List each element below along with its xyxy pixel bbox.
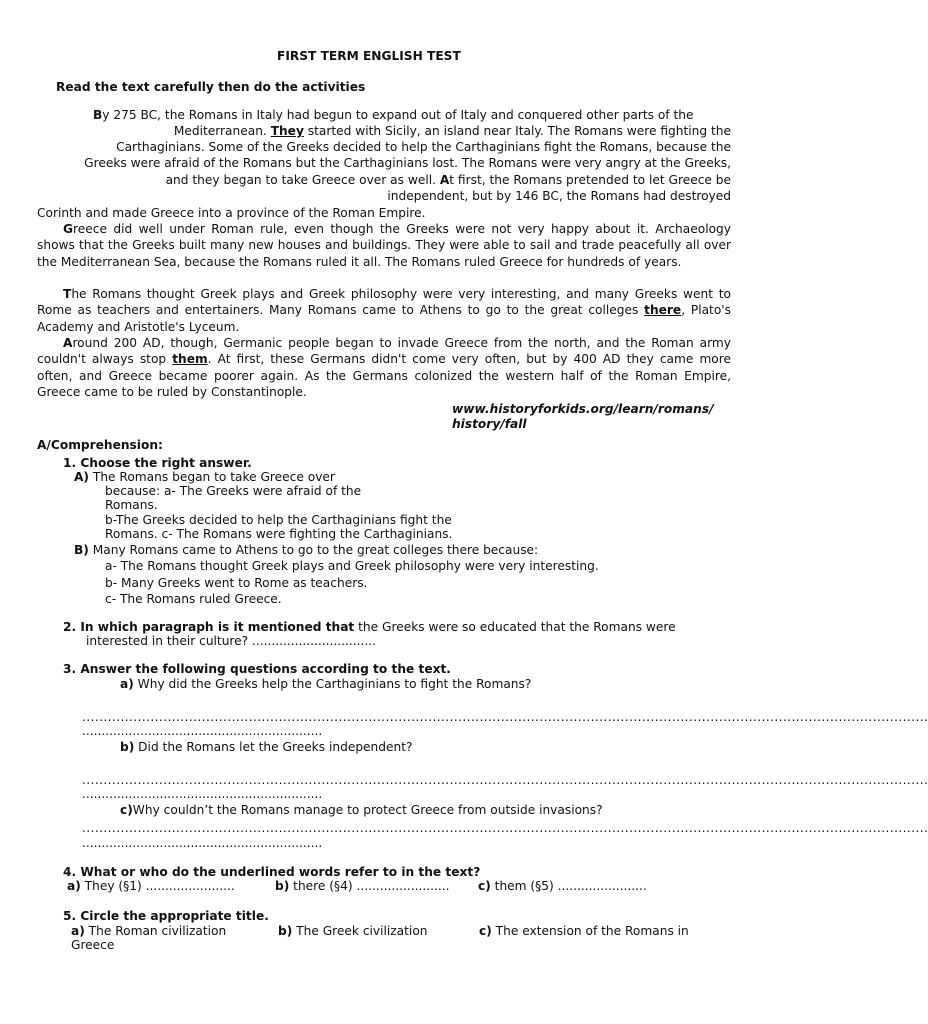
q5-option-c-cont[interactable]: Greece xyxy=(71,938,115,952)
q1-b-option-b: b- Many Greeks went to Rome as teachers. xyxy=(105,576,368,590)
q1-heading: 1. Choose the right answer. xyxy=(63,456,252,470)
underlined-word-they: They xyxy=(270,124,304,138)
q1-b-stem: B) Many Romans came to Athens to go to the great colleges there because: xyxy=(74,543,539,557)
q3-a-question: a) Why did the Greeks help the Carthaginians to fight the Romans? xyxy=(120,677,532,691)
q3-c-answer-line-2[interactable]: .............................................................. xyxy=(82,836,323,850)
q2-prompt: 2. In which paragraph is it mentioned that the Greeks were so educated that the Romans were xyxy=(63,620,676,634)
q3-b-answer-line-1[interactable]: ...................................................................................................................................................................................................... xyxy=(82,773,928,787)
q5-option-b[interactable]: b) The Greek civilization xyxy=(278,924,428,938)
p1-line-2: Mediterranean. They started with Sicily, an island near Italy. The Romans were fighting the xyxy=(173,124,731,138)
page-title: FIRST TERM ENGLISH TEST xyxy=(277,49,461,63)
q5-option-c[interactable]: c) The extension of the Romans in xyxy=(479,924,689,938)
underlined-word-there: there xyxy=(644,303,682,318)
q1-a-option-a: because: a- The Greeks were afraid of the xyxy=(105,484,362,498)
underlined-word-them: them xyxy=(172,352,208,367)
instructions: Read the text carefully then do the activities xyxy=(56,80,366,94)
q3-a-answer-line-1[interactable]: ...................................................................................................................................................................................................... xyxy=(82,710,928,724)
p1-line-3: Carthaginians. Some of the Greeks decided to help the Carthaginians fight the Romans, because the xyxy=(116,140,731,154)
source-link-continued: history/fall xyxy=(452,417,527,431)
q1-b-option-c: c- The Romans ruled Greece. xyxy=(105,592,282,606)
q3-c-answer-line-1[interactable]: ...................................................................................................................................................................................................... xyxy=(82,821,928,835)
p1-line-4: Greeks were afraid of the Romans but the Carthaginians lost. The Romans were very angry at the Greeks, xyxy=(84,156,731,170)
paragraph-2: Greece did well under Roman rule, even though the Greeks were not very happy about it. Archaeology shows that the Greeks built many new houses and buildings. They were able to sail and trade peacefully all over the Mediterranean Sea, because the Romans ruled it all. The Romans ruled Greece for hundreds of years. xyxy=(37,222,731,269)
q1-a-option-b: b-The Greeks decided to help the Carthaginians fight the xyxy=(105,513,452,527)
q4-a[interactable]: a) They (§1) ....................... xyxy=(67,879,235,893)
q2-answer-line[interactable]: interested in their culture? ................................ xyxy=(86,634,376,648)
p1-line-7: Corinth and made Greece into a province of the Roman Empire. xyxy=(37,206,426,220)
q3-c-question: c)Why couldn’t the Romans manage to protect Greece from outside invasions? xyxy=(120,803,603,817)
p1-line-5: and they began to take Greece over as well. At first, the Romans pretended to let Greece be xyxy=(165,173,731,187)
q3-heading: 3. Answer the following questions according to the text. xyxy=(63,662,451,676)
q4-c[interactable]: c) them (§5) ....................... xyxy=(478,879,647,893)
section-heading-comprehension: A/Comprehension: xyxy=(37,438,163,452)
q4-heading: 4. What or who do the underlined words refer to in the text? xyxy=(63,865,481,879)
p1-line-6: independent, but by 146 BC, the Romans had destroyed xyxy=(387,189,731,203)
paragraph-3: The Romans thought Greek plays and Greek philosophy were very interesting, and many Greeks went to Rome as teachers and entertainers. Many Romans came to Athens to go to the great colleges there, Plato's Academy and Aristotle's Lyceum. xyxy=(37,287,731,334)
q3-b-question: b) Did the Romans let the Greeks independent? xyxy=(120,740,413,754)
q3-a-answer-line-2[interactable]: .............................................................. xyxy=(82,724,323,738)
q5-option-a[interactable]: a) The Roman civilization xyxy=(71,924,227,938)
q1-a-stem: A) The Romans began to take Greece over xyxy=(74,470,335,484)
q4-b[interactable]: b) there (§4) ........................ xyxy=(275,879,450,893)
source-link: www.historyforkids.org/learn/romans/ xyxy=(452,402,714,416)
q1-b-option-a: a- The Romans thought Greek plays and Greek philosophy were very interesting. xyxy=(105,559,599,573)
paragraph-4: Around 200 AD, though, Germanic people began to invade Greece from the north, and the Roman army couldn't always stop them. At first, these Germans didn't come very often, but by 400 AD they came more often, and Greece became poorer again. As the Germans colonized the western half of the Roman Empire, Greece came to be ruled by Constantinople. xyxy=(37,336,732,399)
q3-b-answer-line-2[interactable]: .............................................................. xyxy=(82,787,323,801)
q1-a-option-a-cont: Romans. xyxy=(105,498,158,512)
q1-a-option-c: Romans. c- The Romans were fighting the Carthaginians. xyxy=(105,527,453,541)
p1-line-1: By 275 BC, the Romans in Italy had begun to expand out of Italy and conquered other parts of the xyxy=(93,108,694,122)
q5-heading: 5. Circle the appropriate title. xyxy=(63,909,269,923)
